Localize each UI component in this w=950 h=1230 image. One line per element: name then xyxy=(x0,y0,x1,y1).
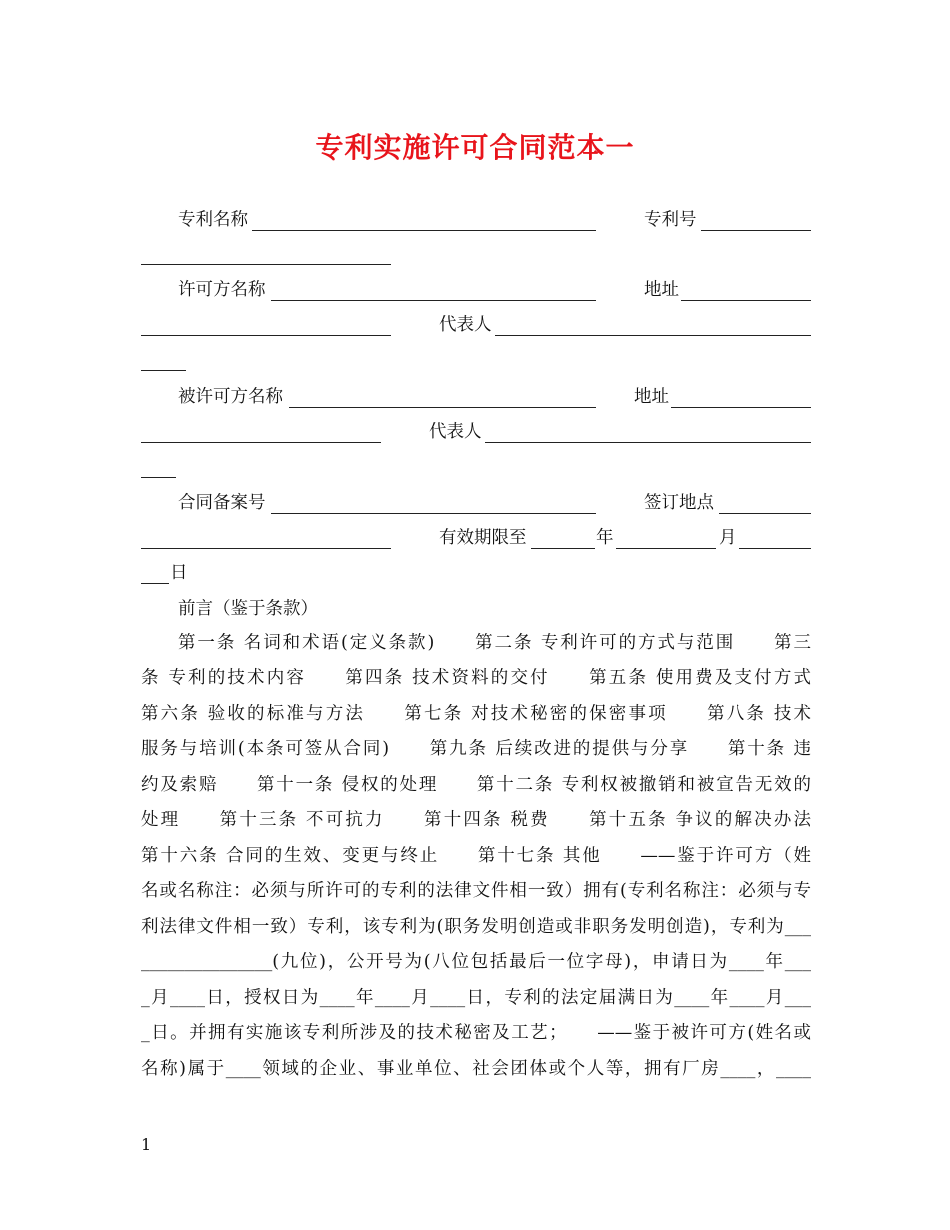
licensor-rep-blank-cont xyxy=(141,352,186,371)
licensor-rep-row xyxy=(141,308,811,342)
body-line: _______________(九位)，公开号为(八位包括最后一位字母)，申请日为____年___ xyxy=(141,952,811,972)
body-line: _月____日，授权日为____年____月____日，专利的法定届满日为____年____月___ xyxy=(141,988,811,1008)
licensee-address-label: 地址 xyxy=(634,387,669,407)
patent-name-blank xyxy=(252,212,596,231)
valid-year-blank xyxy=(531,530,595,549)
licensor-address-label: 地址 xyxy=(644,280,679,300)
body-line: 条 专利的技术内容 第四条 技术资料的交付 第五条 使用费及支付方式 xyxy=(141,668,811,688)
filing-row xyxy=(141,486,811,520)
body-line: 约及索赔 第十一条 侵权的处理 第十二条 专利权被撤销和被宣告无效的 xyxy=(141,775,811,795)
licensor-name-label: 许可方名称 xyxy=(178,280,266,300)
validity-row xyxy=(141,521,811,555)
licensee-rep-blank-cont xyxy=(141,459,176,478)
signing-place-label: 签订地点 xyxy=(644,493,714,513)
month-label: 月 xyxy=(719,528,737,548)
licensee-rep-label: 代表人 xyxy=(429,422,482,442)
body-line: 名称)属于____领域的企业、事业单位、社会团体或个人等，拥有厂房____，____ xyxy=(141,1059,811,1079)
body-line: 第十六条 合同的生效、变更与终止 第十七条 其他 ——鉴于许可方（姓 xyxy=(141,846,811,866)
valid-until-label: 有效期限至 xyxy=(439,528,527,548)
body-line: 利法律文件相一致）专利，该专利为(职务发明创造或非职务发明创造)，专利为___ xyxy=(141,917,811,937)
signing-place-blank-cont xyxy=(141,530,391,549)
licensee-rep-row xyxy=(141,415,811,449)
licensee-rep-continuation xyxy=(141,450,811,484)
valid-day-blank xyxy=(739,530,811,549)
validity-continuation xyxy=(141,556,811,590)
patent-no-continuation xyxy=(141,237,811,271)
filing-no-label: 合同备案号 xyxy=(178,493,266,513)
body-line: 处理 第十三条 不可抗力 第十四条 税费 第十五条 争议的解决办法 xyxy=(141,810,811,830)
body-line: 服务与培训(本条可签从合同) 第九条 后续改进的提供与分享 第十条 违 xyxy=(141,739,811,759)
patent-no-label: 专利号 xyxy=(644,210,697,230)
licensee-address-blank xyxy=(671,389,811,408)
valid-day-blank-cont xyxy=(141,565,169,584)
valid-month-blank xyxy=(616,530,716,549)
licensee-row xyxy=(141,380,811,414)
licensor-address-blank xyxy=(681,282,811,301)
body-line: 第六条 验收的标准与方法 第七条 对技术秘密的保密事项 第八条 技术 xyxy=(141,704,811,724)
licensor-row xyxy=(141,273,811,307)
filing-no-blank xyxy=(271,495,596,514)
body-line: _日。并拥有实施该专利所涉及的技术秘密及工艺； ——鉴于被许可方(姓名或 xyxy=(141,1023,811,1043)
licensee-rep-blank xyxy=(485,424,811,443)
licensor-rep-blank xyxy=(495,317,811,336)
licensee-address-blank-cont xyxy=(141,424,381,443)
licensor-address-blank-cont xyxy=(141,317,391,336)
patent-no-blank-cont xyxy=(141,246,391,265)
signing-place-blank xyxy=(719,495,811,514)
patent-no-blank xyxy=(701,212,811,231)
document-title: 专利实施许可合同范本一 xyxy=(315,131,635,164)
preamble-heading: 前言（鉴于条款） xyxy=(178,599,318,619)
licensor-rep-label: 代表人 xyxy=(439,315,492,335)
year-label: 年 xyxy=(596,528,614,548)
body-line: 名或名称注：必须与所许可的专利的法律文件相一致）拥有(专利名称注：必须与专 xyxy=(141,881,811,901)
licensor-name-blank xyxy=(271,282,596,301)
patent-name-row xyxy=(141,203,811,237)
licensee-name-blank xyxy=(289,389,596,408)
patent-name-label: 专利名称 xyxy=(178,210,248,230)
page-number: 1 xyxy=(141,1135,152,1154)
day-label: 日 xyxy=(170,563,188,583)
licensee-name-label: 被许可方名称 xyxy=(178,387,283,407)
body-line: 第一条 名词和术语(定义条款) 第二条 专利许可的方式与范围 第三 xyxy=(178,633,811,653)
licensor-rep-continuation xyxy=(141,343,811,377)
